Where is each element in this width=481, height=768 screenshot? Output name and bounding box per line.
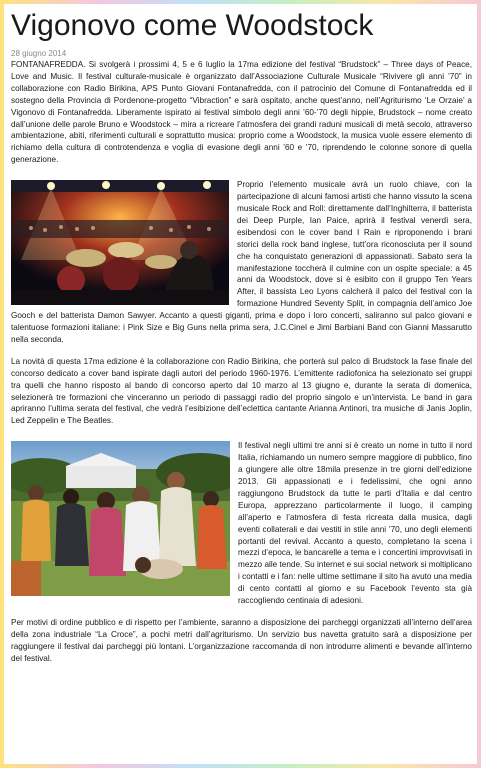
paragraph-contest: La novità di questa 17ma edizione è la collaborazione con Radio Birikina, che porterà sul palco di Brudstock la fase finale del concorso dedicato a cover band ispirate dagli autori del periodo 1960-1976. L’emittente radiofonica ha selezionato sei gruppi tra quelli che hanno risposto al bando di concorso aperto dal 10 marzo al 13 giugno e, durante la serata di domenica, selezionerà tre formazioni che vinceranno un periodo di passaggi radio del proprio singolo e un’intervista. Le band in gara apriranno l’ultima serata del festival, che vedrà l’esibizione dell’eclettica cantante Arianna Antinori, tra musiche di Janis Joplin, Led Zeppelin e The Beatles. — [11, 356, 472, 426]
concert-stage-photo — [11, 180, 229, 305]
article-date: 28 giugno 2014 — [11, 49, 67, 58]
paragraph-audience: Il festival negli ultimi tre anni si è creato un nome in tutto il nord Italia, richiamando un numero sempre maggiore di pubblico, fino a giungere alle oltre 18mila presenze in tre giorni dell’edizione 2013. Gli appassionati e i fedelissimi, che ogni anno raggiungono Brudstock da tutte le parti d’Italia e dal centro Europa, apprezzano particolarmente il luogo, il camping all’aperto e l’atmosfera di festa ricreata dalla musica, dagli eventi collaterali e dai vestiti in stile anni ’70, uno degli elementi portanti del revival. Accanto a questo, completano la scena i mezzi d’epoca, le bancarelle a tema e i concertini improvvisati in mezzo alle tende. Su internet e sui social network si moltiplicano i contatti e i fan: nelle ultime settimane il sito ha avuto una media di cento contatti al giorno e su Facebook l’evento sta già raccogliendo centinaia di adesioni. — [238, 441, 472, 606]
paragraph-intro: FONTANAFREDDA. Si svolgerà i prossimi 4, 5 e 6 luglio la 17ma edizione del festival “Brudstock” – Three days of Peace, Love and Music. Il festival culturale-musicale è organizzato dall’Associazione Culturale Musicale “Rivivere gli anni ’70” in collaborazione con Radio Birikina, APS Punto Giovani Fontanafredda, con il patrocinio del Comune di Fontanafredda ed il sostegno della Provincia di Pordenone-progetto “Vibraction” e sarà ospitato, anche quest’anno, nell’Agriturismo ‘Le Orzaie’ a Vigonovo di Fontanafredda. Liberamente ispirato ai festival simbolo degli anni ’60-’70 degli hippie, Brudstock – nome creato dall’unione delle parole Bruno e Woodstock – mira a ricreare l’atmosfera dei grandi raduni musicali di metà secolo, attraverso ambientazione, abiti, riferimenti culturali e soprattutto musica: proprio come a Woodstock, la musica vuole essere elemento di richiamo della cultura di controtendenza e voglia di evasione degli anni ’60 e ’70, riprendendo le colonne sonore di quella generazione. — [11, 60, 472, 165]
paragraph-artists: Proprio l’elemento musicale avrà un ruolo chiave, con la partecipazione di alcuni famosi artisti che hanno vissuto la scena musicale Rock and Roll: direttamente dall’Inghilterra, il batterista dei Deep Purple, Ian Paice, aprirà il festival venerdì sera, esibendosi con le cover band I Rain e riproponendo i brani storici della rock band inglese, tutt’ora riconosciuta per il sound che ha conquistato generazioni di appassionati. Sabato sera la manifestazione toccherà il culmine con un ospite speciale: a 45 anni da Woodstock, dove si è esibito con il gruppo Ten Years After, il bassista Leo Lyons calcherà il palco del festival con la formazione Hundred Seventy Split, in compagnia dell’amico Joe Gooch e del batterista Damon Sawyer. Accanto a questi giganti, prima e dopo i loro concerti, saliranno sul palco giovani e talentuose formazioni italiane: i Pink Size e Big Guns nella prima sera, J.C.Cinel e Jimi Barbiani Band con Gianni Massarutto nella seconda. — [11, 180, 472, 344]
paragraph-logistics: Per motivi di ordine pubblico e di rispetto per l’ambiente, saranno a disposizione dei parcheggi organizzati all’interno dell’area della zona industriale “La Croce”, a pochi metri dall’agriturismo. Un servizio bus navetta gratuito sarà a disposizione per raggiungere il festival dai parcheggi più lontani. L’organizzazione raccomanda di non introdurre alimenti e bevande all’interno del festival. — [11, 617, 472, 663]
article-body — [11, 59, 472, 678]
article-title: Vigonovo come Woodstock — [11, 9, 374, 42]
festival-crowd-photo — [11, 441, 230, 596]
article-page — [4, 4, 477, 764]
